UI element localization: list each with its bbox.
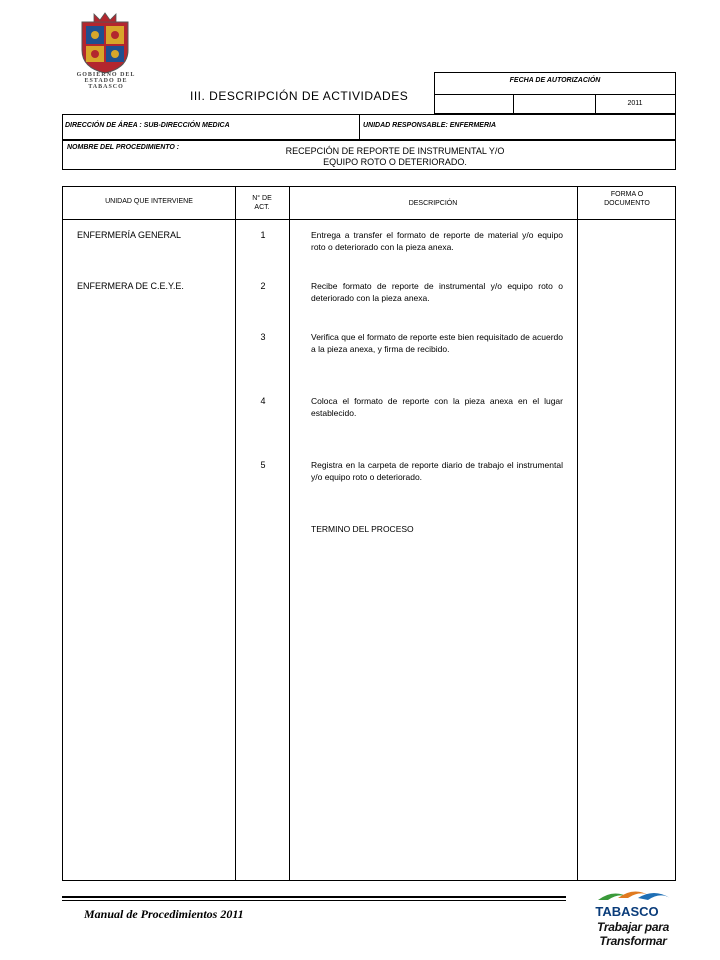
state-crest-logo — [76, 12, 134, 74]
footer-rule — [62, 896, 566, 898]
column-header-num — [235, 194, 289, 212]
column-divider — [289, 187, 290, 880]
manual-title: Manual de Procedimientos 2011 — [84, 907, 244, 921]
procedure-name-line: RECEPCIÓN DE REPORTE DE INSTRUMENTAL Y/O — [285, 146, 505, 156]
column-divider — [577, 187, 578, 880]
activity-number: 3 — [260, 332, 266, 342]
activity-description: Registra en la carpeta de reporte diario de trabajo el instrumental y/o equipo roto o deteriorado. — [311, 460, 563, 482]
activity-number: 5 — [260, 460, 266, 470]
area-info-box — [62, 114, 676, 140]
procedure-name-line: EQUIPO ROTO O DETERIORADO. — [323, 157, 467, 167]
activity-number: 2 — [260, 281, 266, 291]
activities-table — [62, 186, 676, 881]
column-divider — [235, 187, 236, 880]
column-header-desc: DESCRIPCIÓN — [408, 200, 458, 207]
unit-name: ENFERMERÍA GENERAL — [77, 230, 182, 240]
divider — [513, 95, 514, 115]
activity-number: 1 — [260, 230, 266, 240]
crest-caption: GOBIERNO DEL ESTADO DE TABASCO — [76, 72, 136, 90]
authorization-year: 2011 — [627, 100, 643, 107]
end-of-process: TERMINO DEL PROCESO — [311, 524, 414, 534]
logo-slogan: Trabajar para Transformar — [597, 920, 669, 948]
column-header-forma-line: FORMA O — [610, 191, 644, 198]
logo-wordmark: TABASCO — [595, 904, 659, 919]
column-header-forma-line: DOCUMENTO — [604, 200, 650, 207]
column-header-forma — [577, 190, 677, 208]
footer-rule — [62, 900, 566, 901]
activity-description: Coloca el formato de reporte con la pieza anexa en el lugar establecido. — [311, 396, 563, 418]
section-title: III. DESCRIPCIÓN DE ACTIVIDADES — [190, 89, 409, 103]
authorization-date-label: FECHA DE AUTORIZACIÓN — [509, 77, 601, 84]
activity-description: Recibe formato de reporte de instrumental y/o equipo roto o deteriorado con la pieza anexa. — [311, 281, 563, 303]
direccion-area: DIRECCIÓN DE ÁREA : SUB-DIRECCIÓN MEDICA — [65, 122, 230, 129]
column-header-num-line: ACT. — [254, 204, 270, 211]
header-divider — [63, 219, 675, 220]
divider — [359, 115, 360, 139]
authorization-date-fields — [435, 94, 675, 115]
unidad-responsable: UNIDAD RESPONSABLE: ENFERMERIA — [363, 122, 497, 129]
procedure-name-label: NOMBRE DEL PROCEDIMIENTO : — [67, 144, 180, 151]
column-header-unidad: UNIDAD QUE INTERVIENE — [105, 198, 193, 205]
authorization-date-box — [434, 72, 676, 114]
activity-description: Entrega a transfer el formato de reporte de material y/o equipo roto o deteriorado con la pieza anexa. — [311, 230, 563, 252]
activity-number: 4 — [260, 396, 266, 406]
activity-description: Verifica que el formato de reporte este bien requisitado de acuerdo a la pieza anexa, y firma de recibido. — [311, 332, 563, 354]
unit-name: ENFERMERA DE C.E.Y.E. — [77, 281, 184, 291]
column-header-num-line: N° DE — [252, 195, 272, 202]
procedure-name-box — [62, 140, 676, 170]
procedure-name — [245, 146, 545, 168]
